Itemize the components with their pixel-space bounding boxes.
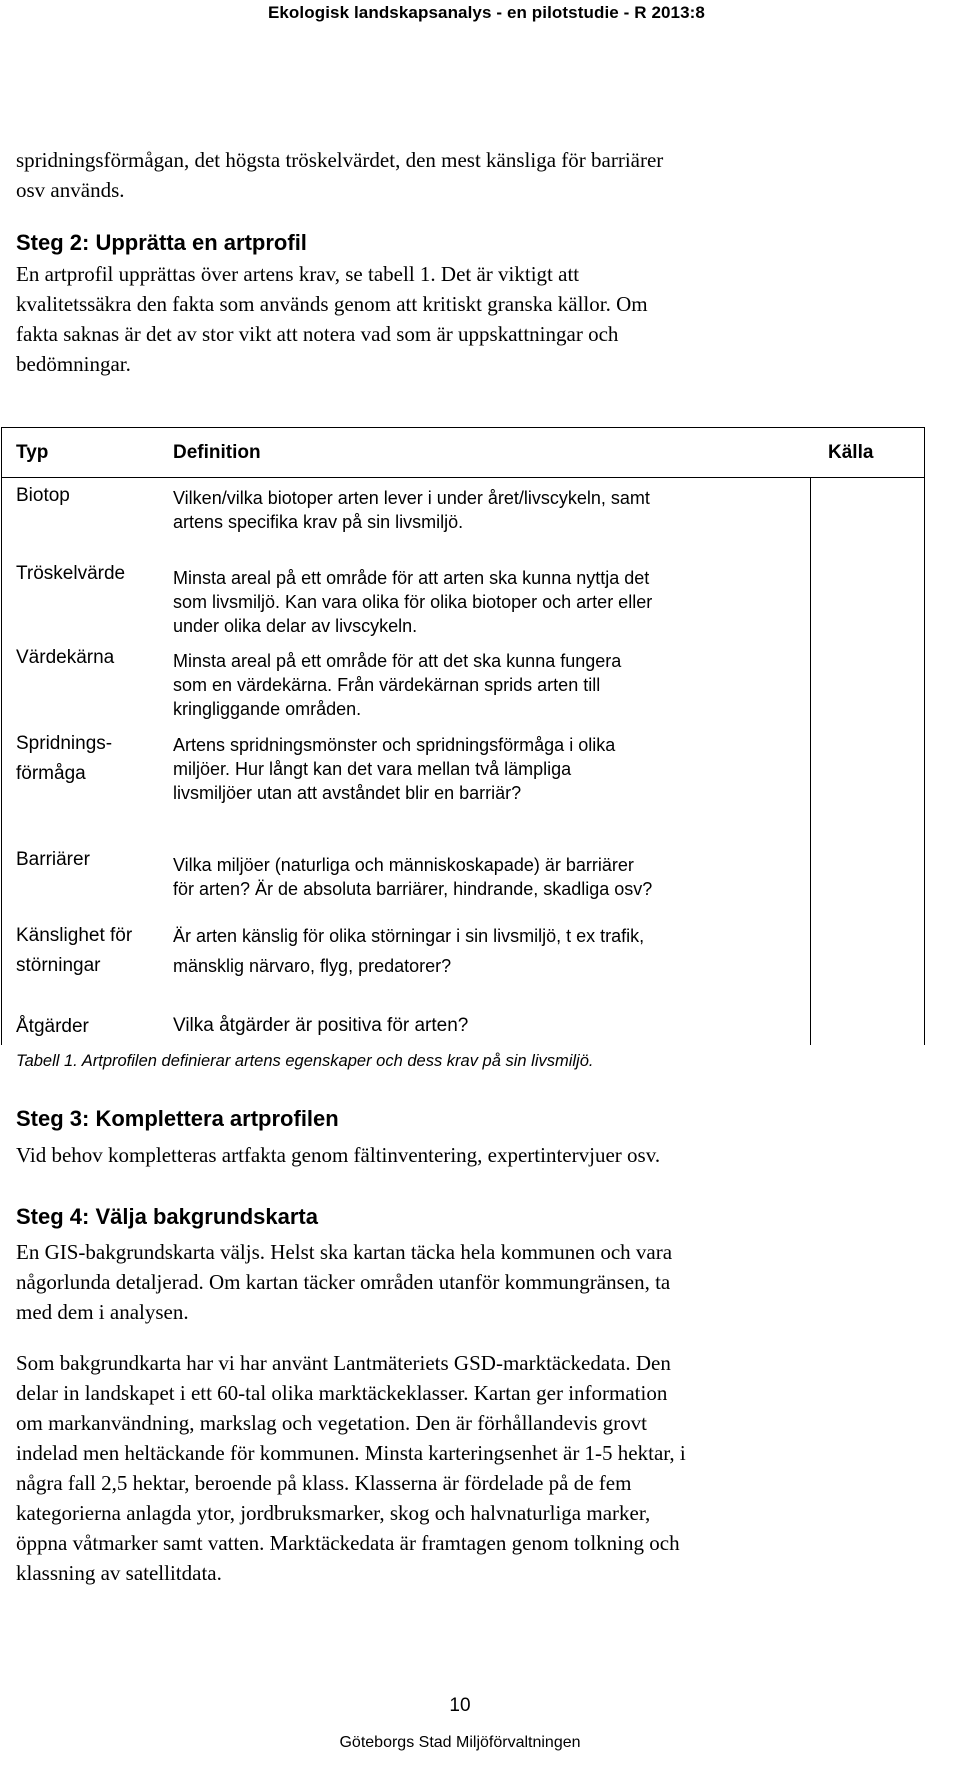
running-header	[0, 0, 960, 48]
cell-type: Biotop	[16, 485, 70, 506]
text-line: bedömningar.	[16, 352, 131, 376]
cell-type: Spridnings- förmåga	[16, 733, 113, 784]
cell-type: Känslighet för störningar	[16, 925, 133, 976]
text-line: En artprofil upprättas över artens krav, se tabell 1. Det är viktigt att	[16, 262, 580, 286]
text-line: Som bakgrundkarta har vi har använt Lantmäteriets GSD-marktäckedata. Den	[16, 1351, 671, 1375]
text-line: Vid behov kompletteras artfakta genom fältinventering, expertintervjuer osv.	[16, 1143, 661, 1167]
header-source: Källa	[828, 442, 874, 463]
step2-paragraph	[16, 259, 926, 379]
text-line: om markanvändning, markslag och vegetation. Den är förhållandevis grovt	[16, 1411, 647, 1435]
text-line: någorlunda detaljerad. Om kartan täcker områden utanför kommungränsen, ta	[16, 1270, 671, 1294]
text-line: indelad men heltäckande för kommunen. Minsta karteringsenhet är 1-5 hektar, i	[16, 1441, 686, 1465]
cell-type: Värdekärna	[16, 647, 115, 668]
cell-definition: Minsta areal på ett område för att arten ska kunna nyttja det som livsmiljö. Kan vara olika för olika biotoper och arter eller under olika delar av livscykeln.	[173, 568, 653, 636]
text-line: En GIS-bakgrundskarta väljs. Helst ska kartan täcka hela kommunen och vara	[16, 1240, 673, 1264]
footer-organization: Göteborgs Stad Miljöförvaltningen	[339, 1734, 581, 1751]
text-line: klassning av satellitdata.	[16, 1561, 222, 1585]
text-line: kategorierna anlagda ytor, jordbruksmarker, skog och halvnaturliga marker,	[16, 1501, 651, 1525]
text-line: osv används.	[16, 178, 125, 202]
table-caption: Tabell 1. Artprofilen definierar artens egenskaper och dess krav på sin livsmiljö.	[16, 1052, 594, 1070]
text-line: delar in landskapet i ett 60-tal olika marktäckeklasser. Kartan ger information	[16, 1381, 668, 1405]
step4-paragraph-1	[16, 1237, 926, 1327]
text-line: fakta saknas är det av stor vikt att notera vad som är uppskattningar och	[16, 322, 619, 346]
cell-type: Åtgärder	[16, 1016, 89, 1037]
cell-definition: Minsta areal på ett område för att det ska kunna fungera som en värdekärna. Från värdekärnan sprids arten till kringliggande områden.	[173, 651, 622, 719]
cell-type: Tröskelvärde	[16, 563, 126, 584]
header-type: Typ	[16, 442, 49, 463]
cell-type: Barriärer	[16, 849, 90, 870]
column-divider	[810, 478, 811, 1045]
cell-definition: Vilken/vilka biotoper arten lever i under året/livscykeln, samt artens specifika krav på sin livsmiljö.	[173, 488, 650, 532]
cell-definition: Vilka åtgärder är positiva för arten?	[173, 1015, 469, 1036]
step3-paragraph	[16, 1140, 926, 1170]
text-line: kvalitetssäkra den fakta som används genom att kritiskt granska källor. Om	[16, 292, 648, 316]
cell-definition: Är arten känslig för olika störningar i sin livsmiljö, t ex trafik, mänsklig närvaro, flyg, predatorer?	[173, 926, 645, 976]
text-line: några fall 2,5 hektar, beroende på klass. Klasserna är fördelade på de fem	[16, 1471, 632, 1495]
document-title: Ekologisk landskapsanalys - en pilotstudie - R 2013:8	[267, 3, 705, 22]
step4-heading: Steg 4: Välja bakgrundskarta	[16, 1204, 318, 1229]
intro-paragraph	[16, 145, 926, 205]
cell-definition: Vilka miljöer (naturliga och människoskapade) är barriärer för arten? Är de absoluta barriärer, hindrande, skadliga osv?	[173, 855, 653, 899]
table-header-row	[1, 427, 925, 478]
text-line: med dem i analysen.	[16, 1300, 189, 1324]
step3-heading: Steg 3: Komplettera artprofilen	[16, 1106, 339, 1131]
text-line: öppna våtmarker samt vatten. Marktäckedata är framtagen genom tolkning och	[16, 1531, 680, 1555]
step2-heading: Steg 2: Upprätta en artprofil	[16, 230, 307, 255]
page-number: 10	[449, 1695, 471, 1716]
cell-definition: Artens spridningsmönster och spridningsförmåga i olika miljöer. Hur långt kan det vara mellan två lämpliga livsmiljöer utan att avståndet blir en barriär?	[173, 735, 616, 803]
text-line: spridningsförmågan, det högsta tröskelvärdet, den mest känsliga för barriärer	[16, 148, 664, 172]
artprofil-table	[0, 427, 927, 1042]
header-definition: Definition	[173, 442, 261, 463]
step4-paragraph-2	[16, 1348, 926, 1588]
